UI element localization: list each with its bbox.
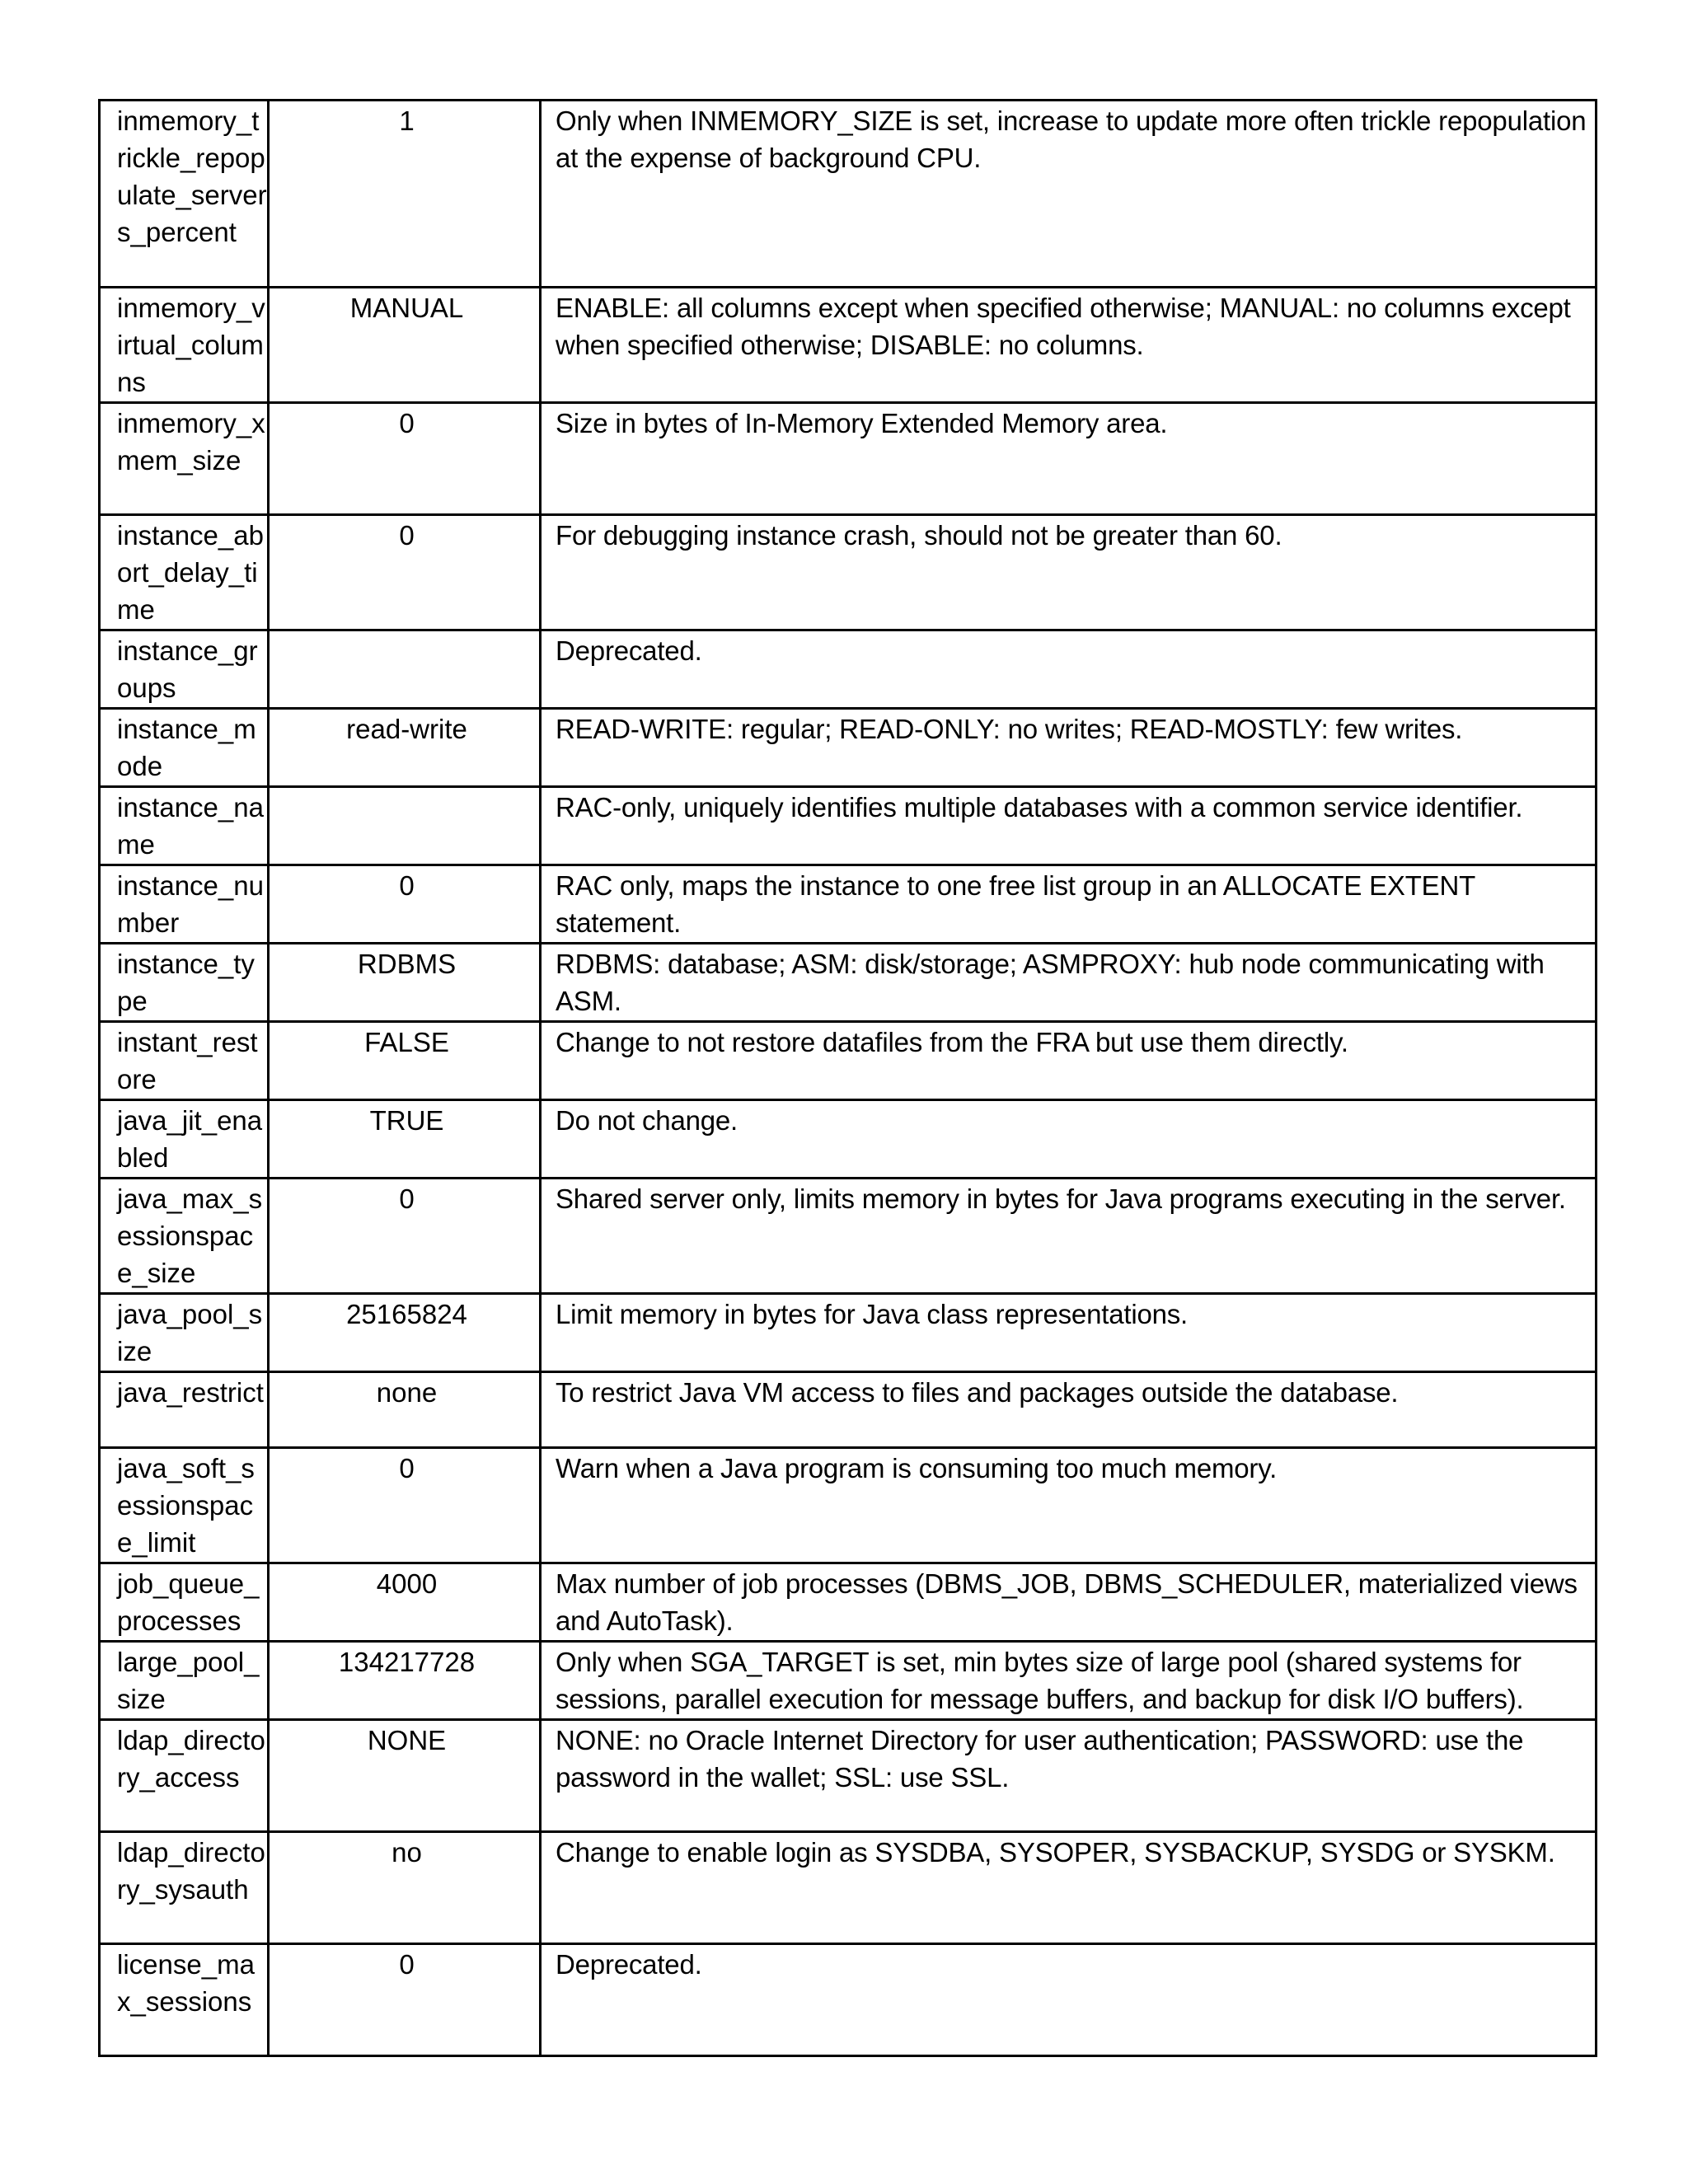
param-description-cell: Deprecated.	[541, 1944, 1597, 2056]
param-value-cell: 0	[269, 403, 541, 515]
table-row	[100, 787, 1597, 865]
param-description-cell: Shared server only, limits memory in bytes for Java programs executing in the server.	[541, 1179, 1597, 1294]
table-row	[100, 1720, 1597, 1832]
table-row	[100, 1179, 1597, 1294]
table-row	[100, 1563, 1597, 1642]
param-name-cell: ldap_directory_sysauth	[100, 1832, 269, 1944]
param-value-cell: no	[269, 1832, 541, 1944]
param-description-cell: RDBMS: database; ASM: disk/storage; ASMPROXY: hub node communicating with ASM.	[541, 944, 1597, 1022]
param-value-cell: RDBMS	[269, 944, 541, 1022]
param-value-cell: 0	[269, 515, 541, 630]
param-name-cell: instance_abort_delay_time	[100, 515, 269, 630]
param-description-cell: RAC-only, uniquely identifies multiple databases with a common service identifier.	[541, 787, 1597, 865]
table-row	[100, 288, 1597, 403]
table-row	[100, 1448, 1597, 1563]
table-row	[100, 630, 1597, 709]
param-value-cell: MANUAL	[269, 288, 541, 403]
param-value-cell: 134217728	[269, 1642, 541, 1720]
table-row	[100, 403, 1597, 515]
param-value-cell	[269, 787, 541, 865]
param-name-cell: java_pool_size	[100, 1294, 269, 1372]
param-description-cell: READ-WRITE: regular; READ-ONLY: no writes; READ-MOSTLY: few writes.	[541, 709, 1597, 787]
table-row	[100, 1294, 1597, 1372]
param-name-cell: license_max_sessions	[100, 1944, 269, 2056]
param-value-cell: FALSE	[269, 1022, 541, 1100]
param-name-cell: inmemory_xmem_size	[100, 403, 269, 515]
param-description-cell: Change to enable login as SYSDBA, SYSOPER, SYSBACKUP, SYSDG or SYSKM.	[541, 1832, 1597, 1944]
param-value-cell	[269, 630, 541, 709]
param-description-cell: Max number of job processes (DBMS_JOB, DBMS_SCHEDULER, materialized views and AutoTask).	[541, 1563, 1597, 1642]
param-value-cell: 1	[269, 101, 541, 288]
param-description-cell: NONE: no Oracle Internet Directory for user authentication; PASSWORD: use the password in the wallet; SSL: use SSL.	[541, 1720, 1597, 1832]
param-value-cell: read-write	[269, 709, 541, 787]
param-value-cell: none	[269, 1372, 541, 1448]
param-value-cell: 0	[269, 1944, 541, 2056]
param-description-cell: Deprecated.	[541, 630, 1597, 709]
param-value-cell: 0	[269, 1448, 541, 1563]
param-description-cell: Only when INMEMORY_SIZE is set, increase to update more often trickle repopulation at the expense of background CPU.	[541, 101, 1597, 288]
param-name-cell: inmemory_virtual_columns	[100, 288, 269, 403]
param-value-cell: 4000	[269, 1563, 541, 1642]
param-name-cell: java_restrict	[100, 1372, 269, 1448]
param-description-cell: ENABLE: all columns except when specified otherwise; MANUAL: no columns except when specified otherwise; DISABLE: no columns.	[541, 288, 1597, 403]
table-row	[100, 709, 1597, 787]
table-row	[100, 1642, 1597, 1720]
param-description-cell: For debugging instance crash, should not be greater than 60.	[541, 515, 1597, 630]
param-value-cell: NONE	[269, 1720, 541, 1832]
param-name-cell: instant_restore	[100, 1022, 269, 1100]
param-name-cell: instance_groups	[100, 630, 269, 709]
param-description-cell: Warn when a Java program is consuming too much memory.	[541, 1448, 1597, 1563]
param-name-cell: instance_name	[100, 787, 269, 865]
param-description-cell: RAC only, maps the instance to one free list group in an ALLOCATE EXTENT statement.	[541, 865, 1597, 944]
param-name-cell: instance_mode	[100, 709, 269, 787]
param-description-cell: Limit memory in bytes for Java class representations.	[541, 1294, 1597, 1372]
param-name-cell: large_pool_size	[100, 1642, 269, 1720]
param-description-cell: Do not change.	[541, 1100, 1597, 1179]
table-row	[100, 1022, 1597, 1100]
param-name-cell: java_max_sessionspace_size	[100, 1179, 269, 1294]
table-row	[100, 1832, 1597, 1944]
param-description-cell: Size in bytes of In-Memory Extended Memory area.	[541, 403, 1597, 515]
param-name-cell: instance_type	[100, 944, 269, 1022]
param-name-cell: java_jit_enabled	[100, 1100, 269, 1179]
param-description-cell: Only when SGA_TARGET is set, min bytes size of large pool (shared systems for sessions, parallel execution for message buffers, and backup for disk I/O buffers).	[541, 1642, 1597, 1720]
param-name-cell: inmemory_trickle_repopulate_servers_percent	[100, 101, 269, 288]
table-row	[100, 865, 1597, 944]
table-row	[100, 944, 1597, 1022]
table-row	[100, 1944, 1597, 2056]
param-name-cell: java_soft_sessionspace_limit	[100, 1448, 269, 1563]
parameter-table-body	[100, 101, 1597, 2056]
param-name-cell: ldap_directory_access	[100, 1720, 269, 1832]
param-name-cell: job_queue_processes	[100, 1563, 269, 1642]
param-description-cell: To restrict Java VM access to files and packages outside the database.	[541, 1372, 1597, 1448]
param-value-cell: 25165824	[269, 1294, 541, 1372]
table-row	[100, 1100, 1597, 1179]
param-value-cell: 0	[269, 1179, 541, 1294]
param-description-cell: Change to not restore datafiles from the FRA but use them directly.	[541, 1022, 1597, 1100]
table-row	[100, 1372, 1597, 1448]
table-row	[100, 101, 1597, 288]
param-value-cell: 0	[269, 865, 541, 944]
param-value-cell: TRUE	[269, 1100, 541, 1179]
param-name-cell: instance_number	[100, 865, 269, 944]
parameter-table	[98, 99, 1597, 2057]
table-row	[100, 515, 1597, 630]
